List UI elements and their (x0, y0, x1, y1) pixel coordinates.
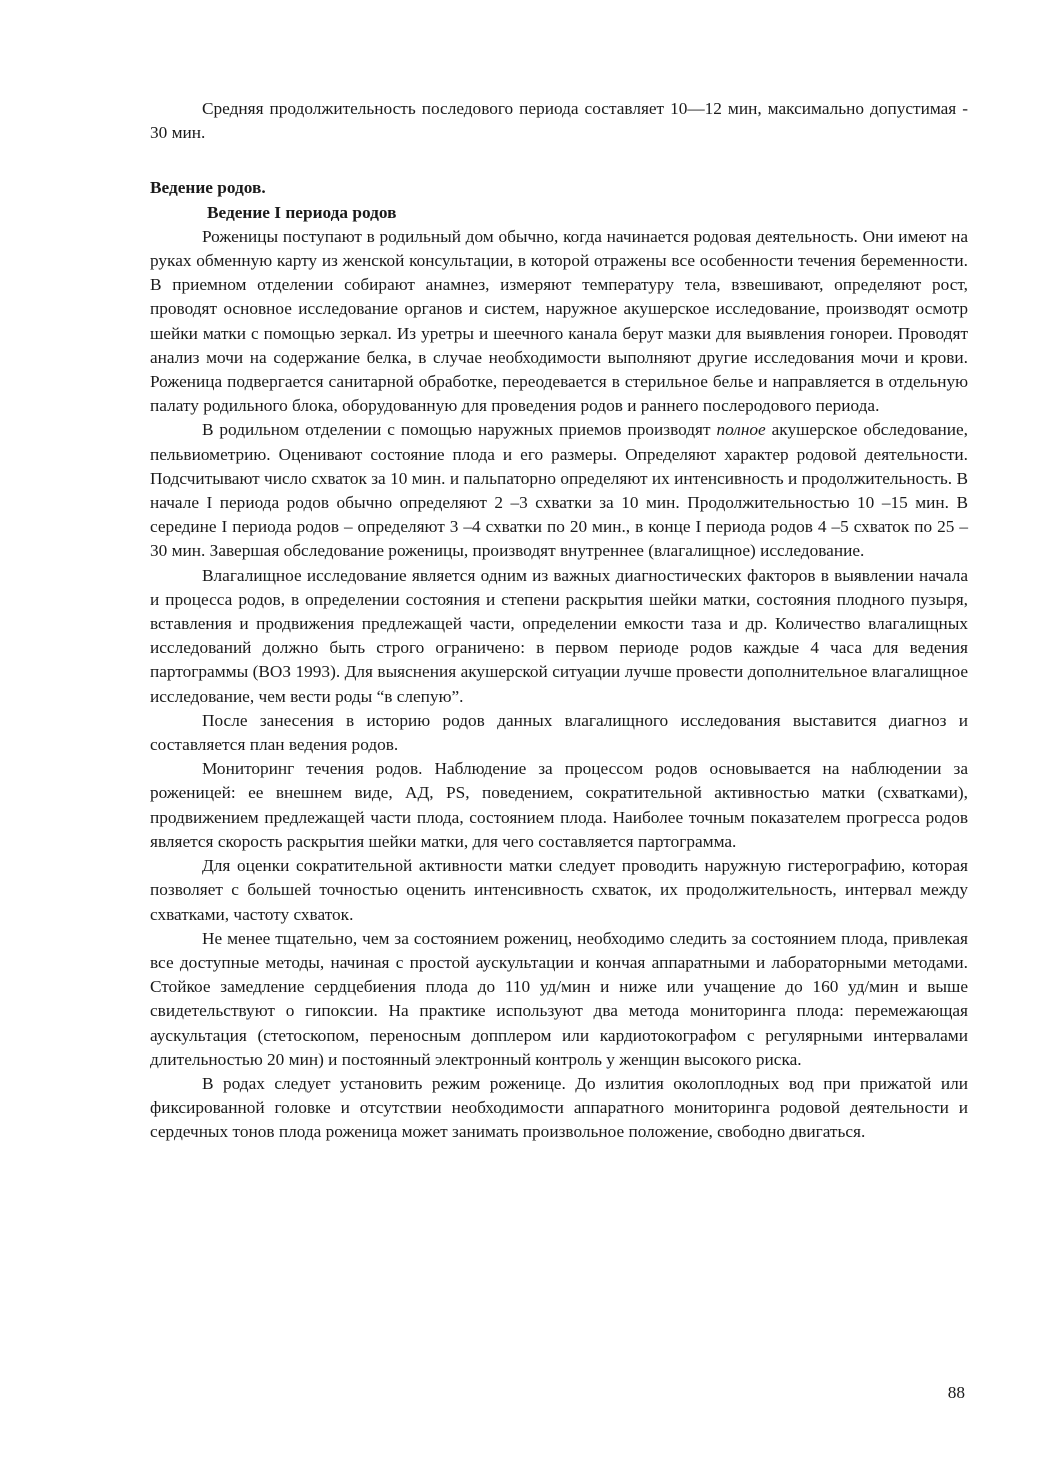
paragraph-examination-text-a: В родильном отделении с помощью наружных приемов производят (202, 420, 717, 440)
paragraph-examination-emphasis: полное (716, 420, 766, 440)
paragraph-regimen: В родах следует установить режим роженице. До излития околоплодных вод при прижатой или фиксированной головке и отсутствии необходимости аппаратного мониторинга родовой деятельности и сердечных тонов плода роженица может занимать произвольное положение, свободно двигаться. (150, 1073, 968, 1142)
subsection-heading: Ведение I периода родов (207, 202, 397, 222)
page-content (150, 97, 968, 1145)
paragraph-gap (150, 145, 968, 176)
paragraph-afterbirth-duration: Средняя продолжительность последового периода составляет 10—12 мин, максимально допустимая - 30 мин. (150, 99, 968, 143)
paragraph-fetal-monitoring: Не менее тщательно, чем за состоянием рожениц, необходимо следить за состоянием плода, привлекая все доступные методы, начиная с простой аускультации и кончая аппаратными и лабораторными методами. Стойкое замедление сердцебиения плода до 110 уд/мин и ниже или учащение до 160 уд/мин и выше свидетельствуют о гипоксии. На практике используют два метода мониторинга плода: перемежающая аускультация (стетоскопом, переносным допплером или кардиотокографом с регулярными интервалами длительностью 20 мин) и постоянный электронный контроль у женщин высокого риска. (150, 928, 968, 1069)
paragraph-diagnosis: После занесения в историю родов данных влагалищного исследования выставится диагноз и составляется план ведения родов. (150, 710, 968, 755)
page-number: 88 (947, 1383, 965, 1402)
paragraph-vaginal-exam: Влагалищное исследование является одним из важных диагностических факторов в выявлении начала и процесса родов, в определении состояния и степени раскрытия шейки матки, состояния плодного пузыря, вставления и продвижения предлежащей части, определении емкости таза и др. Количество влагалищных исследований должно быть строго ограничено: в первом периоде родов каждые 4 часа для ведения партограммы (ВОЗ 1993). Для выяснения акушерской ситуации лучше провести дополнительное влагалищное исследование, чем вести роды “в слепую”. (150, 565, 968, 706)
paragraph-hysterography: Для оценки сократительной активности матки следует проводить наружную гистерографию, которая позволяет с большей точностью оценить интенсивность схваток, их продолжительность, интервал между схватками, частоту схваток. (150, 856, 968, 924)
paragraph-monitoring: Мониторинг течения родов. Наблюдение за процессом родов основывается на наблюдении за роженицей: ее внешнем виде, АД, PS, поведением, сократительной активностью матки (схватками), продвижением предлежащей части плода, состоянием плода. Наиболее точным показателем прогресса родов является скорость раскрытия шейки матки, для чего составляется партограмма. (150, 759, 968, 851)
section-heading: Ведение родов. (150, 178, 266, 198)
paragraph-examination (150, 418, 968, 563)
paragraph-examination-text-b: акушерское обследование, пельвиометрию. Оценивают состояние плода и его размеры. Определяют характер родовой деятельности. Подсчитывают число схваток за 10 мин. и пальпаторно определяют их интенсивность и продолжительность. В начале I периода родов обычно определяют 2 –3 схватки за 10 мин. Продолжительностью 10 –15 мин. В середине I периода родов – определяют 3 –4 схватки по 20 мин., в конце I периода родов 4 –5 схваток по 25 –30 мин. Завершая обследование роженицы, производят внутреннее (влагалищное) исследование. (150, 420, 968, 561)
paragraph-admission: Роженицы поступают в родильный дом обычно, когда начинается родовая деятельность. Они имеют на руках обменную карту из женской консультации, в которой отражены все особенности течения беременности. В приемном отделении собирают анамнез, измеряют температуру тела, взвешивают, определяют рост, проводят основное исследование органов и систем, наружное акушерское исследование, производят осмотр шейки матки с помощью зеркал. Из уретры и шеечного канала берут мазки для выявления гонореи. Проводят анализ мочи на содержание белка, в случае необходимости выполняют другие исследования мочи и крови. Роженица подвергается санитарной обработке, переодевается в стерильное белье и направляется в отдельную палату родильного блока, оборудованную для проведения родов и раннего послеродового периода. (150, 226, 968, 416)
